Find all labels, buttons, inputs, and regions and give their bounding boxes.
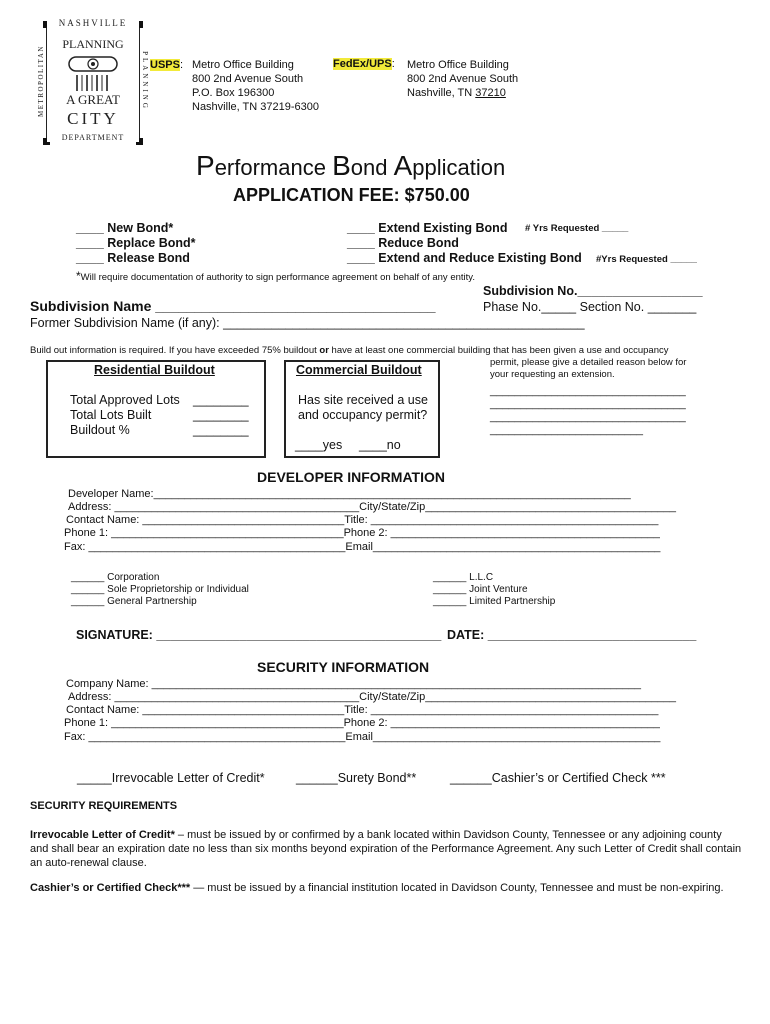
total-approved-lots-label: Total Approved Lots: [70, 393, 180, 407]
fedex-line: Nashville, TN 37210: [407, 87, 506, 99]
developer-name-field[interactable]: Developer Name:______________________________________________________________________________: [68, 488, 631, 500]
extension-reason-field[interactable]: ________________________________ ________________________________ ________________________________ _________________________: [490, 385, 686, 436]
total-lots-built-field[interactable]: ________: [193, 408, 249, 422]
letter-of-credit-requirement: Irrevocable Letter of Credit* – must be issued by or confirmed by a bank located within Davidson County, Tennessee or any adjoining county and shall bear an expiration date no less than six months beyond expiration of the Performance Agreement. Any such Letter of Credit shall contain an auto-renewal clause.: [30, 829, 742, 869]
buildout-percent-field[interactable]: ________: [193, 423, 249, 437]
developer-fax-field[interactable]: Fax: __________________________________________Email_______________________________________________: [64, 541, 661, 553]
logo-emblem: [65, 55, 121, 93]
commercial-buildout-title: Commercial Buildout: [296, 363, 422, 377]
usps-line: Nashville, TN 37219-6300: [192, 101, 319, 113]
entity-types-right: [433, 572, 555, 608]
usps-label: USPS: [150, 59, 180, 71]
fedex-zip: 37210: [475, 87, 506, 99]
buildout-intro: Build out information is required. If you have exceeded 75% buildout or have at least one commercial building that has been given a use and occupancy: [30, 345, 669, 356]
logo-a-great: A GREAT: [66, 92, 120, 107]
date-field[interactable]: DATE: ______________________________: [447, 628, 697, 642]
usps-line: Metro Office Building: [192, 59, 294, 71]
security-address-field[interactable]: Address: ________________________________________City/State/Zip_________________________________________: [68, 691, 677, 703]
entity-types-left: [71, 572, 249, 608]
security-contact-field[interactable]: Contact Name: _________________________________Title: _______________________________________________: [66, 704, 659, 716]
subdivision-no-field[interactable]: Subdivision No.__________________: [483, 284, 703, 298]
entity-sole-proprietorship-option[interactable]: ______ Sole Proprietorship or Individual: [71, 584, 249, 595]
fedex-address-lines: [407, 58, 518, 100]
fedex-line: 800 2nd Avenue South: [407, 73, 519, 85]
logo-nashville: NASHVILLE: [47, 18, 139, 28]
phase-section-field[interactable]: Phase No._____ Section No. _______: [483, 300, 697, 314]
entity-joint-venture-option[interactable]: ______ Joint Venture: [433, 584, 528, 595]
fedex-address: FedEx/UPS:: [333, 58, 395, 70]
page-title: Performance Bond Application: [196, 150, 506, 181]
extend-years-field[interactable]: # Yrs Requested _____: [525, 223, 629, 234]
application-fee: APPLICATION FEE: $750.00: [233, 185, 470, 205]
fedex-label: FedEx/UPS: [333, 58, 392, 70]
subdivision-name-field[interactable]: Subdivision Name ____________________________________: [30, 298, 436, 314]
letter-of-credit-option[interactable]: _____Irrevocable Letter of Credit*: [77, 771, 265, 785]
entity-limited-partnership-option[interactable]: ______ Limited Partnership: [433, 596, 556, 607]
certified-check-option[interactable]: ______Cashier’s or Certified Check ***: [450, 771, 666, 785]
buildout-percent-label: Buildout %: [70, 423, 130, 437]
security-phone-field[interactable]: Phone 1: ______________________________________Phone 2: ____________________________________________: [64, 717, 660, 729]
reduce-bond-option[interactable]: ____ Reduce Bond: [347, 236, 459, 250]
logo-department: DEPARTMENT: [47, 133, 139, 142]
authority-note: *Will require documentation of authority to sign performance agreement on behalf of any entity.: [76, 269, 475, 283]
extend-reduce-bond-option[interactable]: ____ Extend and Reduce Existing Bond: [347, 251, 582, 265]
developer-heading: DEVELOPER INFORMATION: [257, 469, 445, 485]
release-bond-option[interactable]: ____ Release Bond: [76, 251, 190, 265]
entity-llc-option[interactable]: ______ L.L.C: [433, 572, 494, 583]
extend-bond-option[interactable]: ____ Extend Existing Bond: [347, 221, 508, 235]
logo-metropolitan: METROPOLITAN: [37, 45, 45, 117]
usps-address: USPS:: [150, 59, 184, 71]
entity-corporation-option[interactable]: ______ Corporation: [71, 572, 160, 583]
former-subdivision-field[interactable]: Former Subdivision Name (if any): ____________________________________________________: [30, 316, 585, 330]
occupancy-question-line1: Has site received a use: [298, 393, 428, 407]
security-heading: SECURITY INFORMATION: [257, 659, 430, 675]
security-company-field[interactable]: Company Name: ________________________________________________________________________________: [66, 678, 642, 690]
security-requirements-heading: SECURITY REQUIREMENTS: [30, 800, 178, 812]
fedex-line: Metro Office Building: [407, 59, 509, 71]
buildout-intro-line3: your requesting an extension.: [490, 369, 615, 380]
new-bond-option[interactable]: ____ New Bond*: [76, 221, 174, 235]
occupancy-no-option[interactable]: ____no: [359, 438, 401, 452]
logo-city: CITY: [67, 109, 119, 128]
planning-department-logo: [37, 18, 149, 142]
security-fax-field[interactable]: Fax: __________________________________________Email_______________________________________________: [64, 731, 661, 743]
occupancy-yes-option[interactable]: ____yes: [295, 438, 343, 452]
usps-line: 800 2nd Avenue South: [192, 73, 304, 85]
logo-planning-vertical: PLANNING: [141, 51, 149, 111]
total-approved-lots-field[interactable]: ________: [193, 393, 249, 407]
developer-contact-field[interactable]: Contact Name: _________________________________Title: _______________________________________________: [66, 514, 659, 526]
developer-address-field[interactable]: Address: ________________________________________City/State/Zip_________________________________________: [68, 501, 677, 513]
extend-reduce-years-field[interactable]: #Yrs Requested _____: [596, 254, 697, 265]
developer-phone-field[interactable]: Phone 1: ______________________________________Phone 2: ____________________________________________: [64, 527, 660, 539]
occupancy-question-line2: and occupancy permit?: [298, 408, 428, 422]
buildout-intro-line2: permit, please give a detailed reason below for: [490, 357, 687, 368]
total-lots-built-label: Total Lots Built: [70, 408, 152, 422]
replace-bond-option[interactable]: ____ Replace Bond*: [76, 236, 196, 250]
signature-field[interactable]: SIGNATURE: _________________________________________: [76, 628, 442, 642]
surety-bond-option[interactable]: ______Surety Bond**: [296, 771, 417, 785]
certified-check-requirement: Cashier’s or Certified Check*** — must be issued by a financial institution located in Davidson County, Tennessee and must be non-expiring.: [30, 882, 724, 894]
logo-planning: PLANNING: [62, 37, 124, 51]
residential-buildout-title: Residential Buildout: [94, 363, 215, 377]
usps-line: P.O. Box 196300: [192, 87, 275, 99]
usps-address-lines: [192, 58, 319, 114]
entity-general-partnership-option[interactable]: ______ General Partnership: [71, 596, 197, 607]
